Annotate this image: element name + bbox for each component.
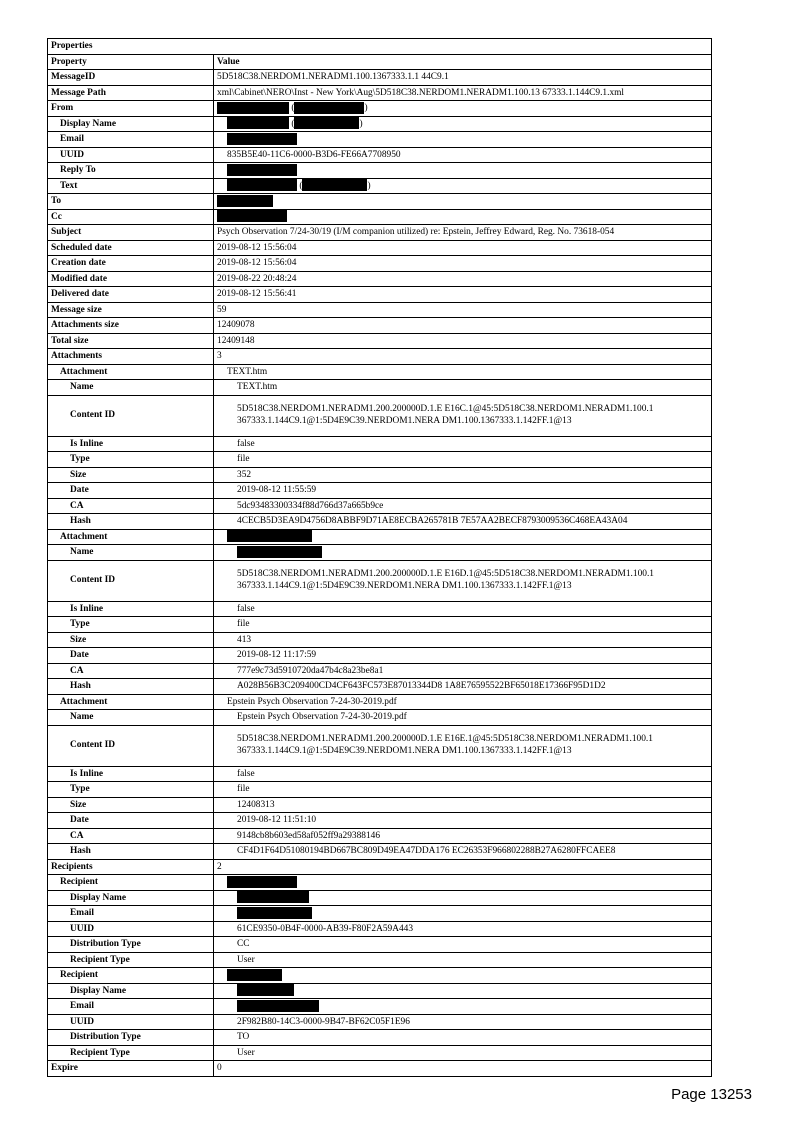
- table-row: [48, 364, 712, 380]
- page-number: Page 13253: [671, 1086, 752, 1103]
- redaction-block: [227, 530, 312, 542]
- table-row: [48, 1061, 712, 1077]
- redaction-block: [237, 984, 294, 996]
- property-value: Epstein Psych Observation 7-24-30-2019.pdf: [214, 710, 712, 726]
- property-value: 5D518C38.NERDOM1.NERADM1.100.1367333.1.1 44C9.1: [214, 70, 712, 86]
- table-row: [48, 529, 712, 545]
- property-value: 59: [214, 302, 712, 318]
- table-row: [48, 514, 712, 530]
- property-value: CF4D1F64D51080194BD667BC809D49EA47DDA176 EC26353F966802288B27A6280FFCAEE8: [214, 844, 712, 860]
- header-row: [48, 54, 712, 70]
- table-row: [48, 663, 712, 679]
- property-key: Message Path: [48, 85, 214, 101]
- table-row: [48, 859, 712, 875]
- property-key: Content ID: [48, 725, 214, 766]
- property-key: Attachments size: [48, 318, 214, 334]
- property-value: 2F982B80-14C3-0000-9B47-BF62C05F1E96: [214, 1014, 712, 1030]
- table-row: [48, 601, 712, 617]
- table-row: [48, 983, 712, 999]
- property-key: Size: [48, 632, 214, 648]
- property-key: Modified date: [48, 271, 214, 287]
- property-value: xml\Cabinet\NERO\Inst - New York\Aug\5D518C38.NERDOM1.NERADM1.100.13 67333.1.144C9.1.xml: [214, 85, 712, 101]
- table-row: [48, 132, 712, 148]
- property-key: Is Inline: [48, 601, 214, 617]
- table-row: [48, 209, 712, 225]
- table-row: [48, 101, 712, 117]
- property-value: 12409078: [214, 318, 712, 334]
- property-value: 9148cb8b603ed58af052ff9a29388146: [214, 828, 712, 844]
- property-key: Display Name: [48, 116, 214, 132]
- property-key: Attachments: [48, 349, 214, 365]
- property-value: 5D518C38.NERDOM1.NERADM1.200.200000D.1.E E16C.1@45:5D518C38.NERDOM1.NERADM1.100.1 367333.1.144C9.1@1:5D4E9C39.NERDOM1.NERA DM1.100.1367333.1.142FF.1@13: [214, 395, 712, 436]
- table-row: [48, 999, 712, 1015]
- table-row: [48, 710, 712, 726]
- property-key: Hash: [48, 844, 214, 860]
- property-key: Size: [48, 467, 214, 483]
- property-value: TEXT.htm: [214, 364, 712, 380]
- redaction-block: [294, 117, 359, 129]
- property-value: false: [214, 601, 712, 617]
- table-row: [48, 225, 712, 241]
- property-key: Email: [48, 999, 214, 1015]
- redaction-block: [237, 546, 322, 558]
- property-value: 12409148: [214, 333, 712, 349]
- property-value: [214, 906, 712, 922]
- property-value: 5dc93483300334f88d766d37a665b9ce: [214, 498, 712, 514]
- property-key: Type: [48, 452, 214, 468]
- property-value: Psych Observation 7/24-30/19 (I/M companion utilized) re: Epstein, Jeffrey Edward, Reg. No. 73618-054: [214, 225, 712, 241]
- redaction-block: [227, 164, 297, 176]
- property-key: CA: [48, 498, 214, 514]
- property-key: CA: [48, 828, 214, 844]
- table-row: [48, 694, 712, 710]
- table-row: [48, 1014, 712, 1030]
- property-value: ( ): [214, 101, 712, 117]
- table-row: [48, 937, 712, 953]
- property-value: 2019-08-12 11:55:59: [214, 483, 712, 499]
- table-row: [48, 240, 712, 256]
- property-value: 2019-08-12 15:56:04: [214, 240, 712, 256]
- property-value: User: [214, 1045, 712, 1061]
- table-row: [48, 952, 712, 968]
- redaction-block: [294, 102, 364, 114]
- property-key: Text: [48, 178, 214, 194]
- property-key: Content ID: [48, 395, 214, 436]
- header-property: Property: [48, 54, 214, 70]
- table-row: [48, 617, 712, 633]
- property-key: From: [48, 101, 214, 117]
- property-key: Email: [48, 132, 214, 148]
- property-key: Recipients: [48, 859, 214, 875]
- redaction-block: [227, 876, 297, 888]
- property-key: Cc: [48, 209, 214, 225]
- table-row: [48, 116, 712, 132]
- property-value: file: [214, 617, 712, 633]
- property-key: Creation date: [48, 256, 214, 272]
- property-key: UUID: [48, 921, 214, 937]
- property-value: false: [214, 436, 712, 452]
- table-row: [48, 85, 712, 101]
- redaction-block: [217, 195, 273, 207]
- table-row: [48, 467, 712, 483]
- property-key: UUID: [48, 147, 214, 163]
- table-row: [48, 163, 712, 179]
- table-row: [48, 1030, 712, 1046]
- property-value: 352: [214, 467, 712, 483]
- redaction-block: [302, 179, 367, 191]
- property-value: 2019-08-12 15:56:41: [214, 287, 712, 303]
- property-value: false: [214, 766, 712, 782]
- table-row: [48, 725, 712, 766]
- property-value: [214, 875, 712, 891]
- table-row: [48, 436, 712, 452]
- property-value: A028B56B3C209400CD4CF643FC573E87013344D8 1A8E76595522BF65018E17366F95D1D2: [214, 679, 712, 695]
- redaction-block: [237, 907, 312, 919]
- table-title: Properties: [48, 39, 712, 55]
- property-value: 2019-08-12 11:17:59: [214, 648, 712, 664]
- property-key: Is Inline: [48, 436, 214, 452]
- redaction-block: [227, 969, 282, 981]
- table-row: [48, 395, 712, 436]
- redaction-block: [237, 891, 309, 903]
- property-key: Display Name: [48, 890, 214, 906]
- redaction-block: [217, 102, 289, 114]
- property-value: TO: [214, 1030, 712, 1046]
- property-value: 5D518C38.NERDOM1.NERADM1.200.200000D.1.E E16D.1@45:5D518C38.NERDOM1.NERADM1.100.1 367333.1.144C9.1@1:5D4E9C39.NERDOM1.NERA DM1.100.1367333.1.142FF.1@13: [214, 560, 712, 601]
- property-key: Total size: [48, 333, 214, 349]
- table-row: [48, 828, 712, 844]
- redaction-block: [227, 117, 289, 129]
- table-row: [48, 178, 712, 194]
- property-value: 5D518C38.NERDOM1.NERADM1.200.200000D.1.E E16E.1@45:5D518C38.NERDOM1.NERADM1.100.1 367333.1.144C9.1@1:5D4E9C39.NERDOM1.NERA DM1.100.1367333.1.142FF.1@13: [214, 725, 712, 766]
- property-value: 2019-08-12 11:51:10: [214, 813, 712, 829]
- property-value: 61CE9350-0B4F-0000-AB39-F80F2A59A443: [214, 921, 712, 937]
- property-key: Type: [48, 782, 214, 798]
- property-value: [214, 132, 712, 148]
- property-value: [214, 968, 712, 984]
- property-value: 4CECB5D3EA9D4756D8ABBF9D71AE8ECBA265781B 7E57AA2BECF8793009536C468EA43A04: [214, 514, 712, 530]
- property-value: [214, 209, 712, 225]
- table-row: [48, 349, 712, 365]
- property-key: Expire: [48, 1061, 214, 1077]
- property-key: Recipient: [48, 875, 214, 891]
- property-value: TEXT.htm: [214, 380, 712, 396]
- property-value: 12408313: [214, 797, 712, 813]
- property-key: Scheduled date: [48, 240, 214, 256]
- property-value: 0: [214, 1061, 712, 1077]
- table-row: [48, 813, 712, 829]
- property-key: Date: [48, 483, 214, 499]
- table-row: [48, 844, 712, 860]
- property-value: 2019-08-12 15:56:04: [214, 256, 712, 272]
- property-key: Distribution Type: [48, 1030, 214, 1046]
- table-row: [48, 452, 712, 468]
- property-value: User: [214, 952, 712, 968]
- table-row: [48, 256, 712, 272]
- property-value: [214, 545, 712, 561]
- property-value: 2019-08-22 20:48:24: [214, 271, 712, 287]
- property-key: Date: [48, 648, 214, 664]
- property-key: Subject: [48, 225, 214, 241]
- property-key: Delivered date: [48, 287, 214, 303]
- table-row: [48, 380, 712, 396]
- properties-body: [48, 39, 712, 1077]
- property-key: Name: [48, 380, 214, 396]
- property-value: 413: [214, 632, 712, 648]
- table-row: [48, 632, 712, 648]
- redaction-block: [227, 133, 297, 145]
- property-value: file: [214, 782, 712, 798]
- property-value: 777e9c73d5910720da47b4c8a23be8a1: [214, 663, 712, 679]
- property-value: [214, 983, 712, 999]
- table-row: [48, 906, 712, 922]
- property-key: MessageID: [48, 70, 214, 86]
- table-row: [48, 194, 712, 210]
- table-row: [48, 333, 712, 349]
- property-key: Display Name: [48, 983, 214, 999]
- table-row: [48, 287, 712, 303]
- property-key: Attachment: [48, 364, 214, 380]
- property-key: Hash: [48, 679, 214, 695]
- property-key: Is Inline: [48, 766, 214, 782]
- table-row: [48, 921, 712, 937]
- table-row: [48, 797, 712, 813]
- property-key: Name: [48, 710, 214, 726]
- table-row: [48, 1045, 712, 1061]
- property-key: Date: [48, 813, 214, 829]
- property-key: Distribution Type: [48, 937, 214, 953]
- table-row: [48, 302, 712, 318]
- property-value: ( ): [214, 178, 712, 194]
- property-key: Reply To: [48, 163, 214, 179]
- table-row: [48, 498, 712, 514]
- table-row: [48, 968, 712, 984]
- properties-table: [47, 38, 712, 1077]
- table-row: [48, 70, 712, 86]
- property-key: Message size: [48, 302, 214, 318]
- redaction-block: [227, 179, 297, 191]
- property-value: 2: [214, 859, 712, 875]
- property-key: Type: [48, 617, 214, 633]
- property-value: [214, 890, 712, 906]
- property-value: ( ): [214, 116, 712, 132]
- property-value: [214, 163, 712, 179]
- table-row: [48, 766, 712, 782]
- property-value: [214, 529, 712, 545]
- table-row: [48, 679, 712, 695]
- property-key: Content ID: [48, 560, 214, 601]
- property-key: Hash: [48, 514, 214, 530]
- redaction-block: [237, 1000, 319, 1012]
- property-key: Recipient: [48, 968, 214, 984]
- table-row: [48, 782, 712, 798]
- property-value: file: [214, 452, 712, 468]
- table-row: [48, 560, 712, 601]
- property-value: 835B5E40-11C6-0000-B3D6-FE66A7708950: [214, 147, 712, 163]
- table-row: [48, 483, 712, 499]
- redaction-block: [217, 210, 287, 222]
- title-row: [48, 39, 712, 55]
- property-value: 3: [214, 349, 712, 365]
- property-key: Recipient Type: [48, 1045, 214, 1061]
- table-row: [48, 875, 712, 891]
- property-key: To: [48, 194, 214, 210]
- property-value: CC: [214, 937, 712, 953]
- property-value: [214, 999, 712, 1015]
- property-value: [214, 194, 712, 210]
- table-row: [48, 648, 712, 664]
- table-row: [48, 890, 712, 906]
- table-row: [48, 318, 712, 334]
- table-row: [48, 545, 712, 561]
- property-key: Recipient Type: [48, 952, 214, 968]
- property-key: Size: [48, 797, 214, 813]
- property-key: Name: [48, 545, 214, 561]
- property-key: CA: [48, 663, 214, 679]
- table-row: [48, 147, 712, 163]
- property-key: Attachment: [48, 529, 214, 545]
- property-key: UUID: [48, 1014, 214, 1030]
- property-key: Email: [48, 906, 214, 922]
- table-row: [48, 271, 712, 287]
- property-value: Epstein Psych Observation 7-24-30-2019.pdf: [214, 694, 712, 710]
- property-key: Attachment: [48, 694, 214, 710]
- header-value: Value: [214, 54, 712, 70]
